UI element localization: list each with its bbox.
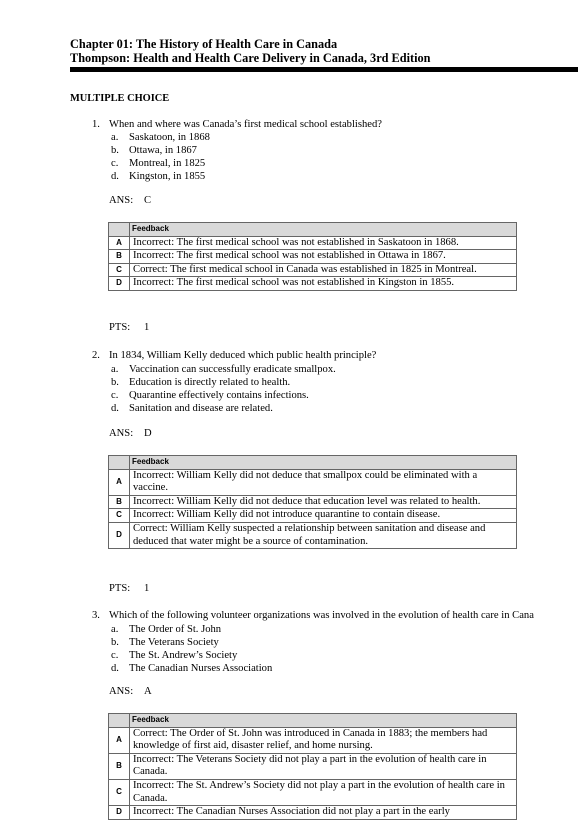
feedback-key: A xyxy=(109,727,130,753)
book-title: Thompson: Health and Health Care Delivery in Canada, 3rd Edition xyxy=(70,51,431,65)
section-title: MULTIPLE CHOICE xyxy=(70,93,170,104)
points-value: 1 xyxy=(144,583,150,594)
feedback-text: Incorrect: The St. Andrew’s Society did not play a part in the evolution of health care in Canada. xyxy=(130,779,517,805)
option-text: Ottawa, in 1867 xyxy=(129,145,197,156)
feedback-table xyxy=(108,713,517,820)
feedback-key: B xyxy=(109,495,130,509)
option-letter: b. xyxy=(111,377,119,388)
option-text: The St. Andrew’s Society xyxy=(129,650,238,661)
feedback-row xyxy=(109,727,517,753)
option-letter: a. xyxy=(111,132,119,143)
feedback-row xyxy=(109,263,517,277)
feedback-row xyxy=(109,495,517,509)
points-label: PTS: xyxy=(109,583,131,594)
points-line xyxy=(109,322,150,333)
header-rule xyxy=(70,67,578,72)
feedback-text: Incorrect: William Kelly did not deduce that smallpox could be eliminated with a vaccine. xyxy=(130,469,517,495)
option-text: The Veterans Society xyxy=(129,637,219,648)
question-number: 1. xyxy=(92,119,100,130)
feedback-text: Incorrect: William Kelly did not introduce quarantine to contain disease. xyxy=(130,509,517,523)
feedback-table xyxy=(108,455,517,549)
feedback-row xyxy=(109,806,517,820)
feedback-text: Incorrect: William Kelly did not deduce that education level was related to health. xyxy=(130,495,517,509)
feedback-key: D xyxy=(109,277,130,291)
feedback-row xyxy=(109,469,517,495)
feedback-header: Feedback xyxy=(130,714,517,728)
answer-line xyxy=(109,686,152,697)
option-text: Montreal, in 1825 xyxy=(129,158,206,169)
feedback-row xyxy=(109,236,517,250)
feedback-row xyxy=(109,277,517,291)
feedback-text: Incorrect: The Veterans Society did not play a part in the evolution of health care in Canada. xyxy=(130,753,517,779)
option-text: Education is directly related to health. xyxy=(129,377,291,388)
feedback-text: Correct: The first medical school in Canada was established in 1825 in Montreal. xyxy=(130,263,517,277)
option-letter: c. xyxy=(111,158,119,169)
chapter-title: Chapter 01: The History of Health Care in Canada xyxy=(70,37,338,51)
option-text: Sanitation and disease are related. xyxy=(129,403,273,414)
feedback-key: D xyxy=(109,806,130,820)
feedback-text: Correct: William Kelly suspected a relationship between sanitation and disease and deduced that water might be a source of contamination. xyxy=(130,522,517,548)
feedback-row xyxy=(109,509,517,523)
answer-label: ANS: xyxy=(109,428,134,439)
feedback-key: A xyxy=(109,236,130,250)
answer-line xyxy=(109,195,152,206)
option-letter: c. xyxy=(111,390,119,401)
option-letter: d. xyxy=(111,403,119,414)
option-text: Saskatoon, in 1868 xyxy=(129,132,210,143)
feedback-text: Correct: The Order of St. John was introduced in Canada in 1883; the members had knowledge of first aid, disaster relief, and home nursing. xyxy=(130,727,517,753)
question-text: In 1834, William Kelly deduced which public health principle? xyxy=(109,350,377,361)
option-letter: b. xyxy=(111,637,119,648)
option-text: Kingston, in 1855 xyxy=(129,171,206,182)
answer-value: D xyxy=(144,428,152,439)
feedback-text: Incorrect: The Canadian Nurses Association did not play a part in the early xyxy=(130,806,517,820)
question-number: 3. xyxy=(92,610,100,621)
feedback-key: A xyxy=(109,469,130,495)
feedback-header: Feedback xyxy=(130,456,517,470)
option-text: The Order of St. John xyxy=(129,624,222,635)
option-text: Vaccination can successfully eradicate smallpox. xyxy=(129,364,336,375)
feedback-key: C xyxy=(109,509,130,523)
feedback-text: Incorrect: The first medical school was not established in Kingston in 1855. xyxy=(130,277,517,291)
answer-label: ANS: xyxy=(109,195,134,206)
question-text: Which of the following volunteer organizations was involved in the evolution of health care in Cana xyxy=(109,610,534,621)
feedback-text: Incorrect: The first medical school was not established in Saskatoon in 1868. xyxy=(130,236,517,250)
points-label: PTS: xyxy=(109,322,131,333)
feedback-text: Incorrect: The first medical school was not established in Ottawa in 1867. xyxy=(130,250,517,264)
feedback-key: C xyxy=(109,263,130,277)
points-line xyxy=(109,583,150,594)
option-text: The Canadian Nurses Association xyxy=(129,663,273,674)
question-number: 2. xyxy=(92,350,100,361)
feedback-table xyxy=(108,222,517,291)
feedback-row xyxy=(109,753,517,779)
feedback-key: B xyxy=(109,753,130,779)
answer-line xyxy=(109,428,152,439)
feedback-key: C xyxy=(109,779,130,805)
option-text: Quarantine effectively contains infections. xyxy=(129,390,309,401)
document-header xyxy=(70,37,431,65)
answer-label: ANS: xyxy=(109,686,134,697)
option-letter: a. xyxy=(111,364,119,375)
feedback-row xyxy=(109,522,517,548)
question-text: When and where was Canada’s first medical school established? xyxy=(109,119,382,130)
feedback-header: Feedback xyxy=(130,223,517,237)
feedback-row xyxy=(109,779,517,805)
feedback-key: B xyxy=(109,250,130,264)
option-letter: c. xyxy=(111,650,119,661)
feedback-row xyxy=(109,250,517,264)
option-letter: b. xyxy=(111,145,119,156)
option-letter: a. xyxy=(111,624,119,635)
feedback-key: D xyxy=(109,522,130,548)
answer-value: A xyxy=(144,686,152,697)
points-value: 1 xyxy=(144,322,150,333)
option-letter: d. xyxy=(111,663,119,674)
option-letter: d. xyxy=(111,171,119,182)
answer-value: C xyxy=(144,195,152,206)
